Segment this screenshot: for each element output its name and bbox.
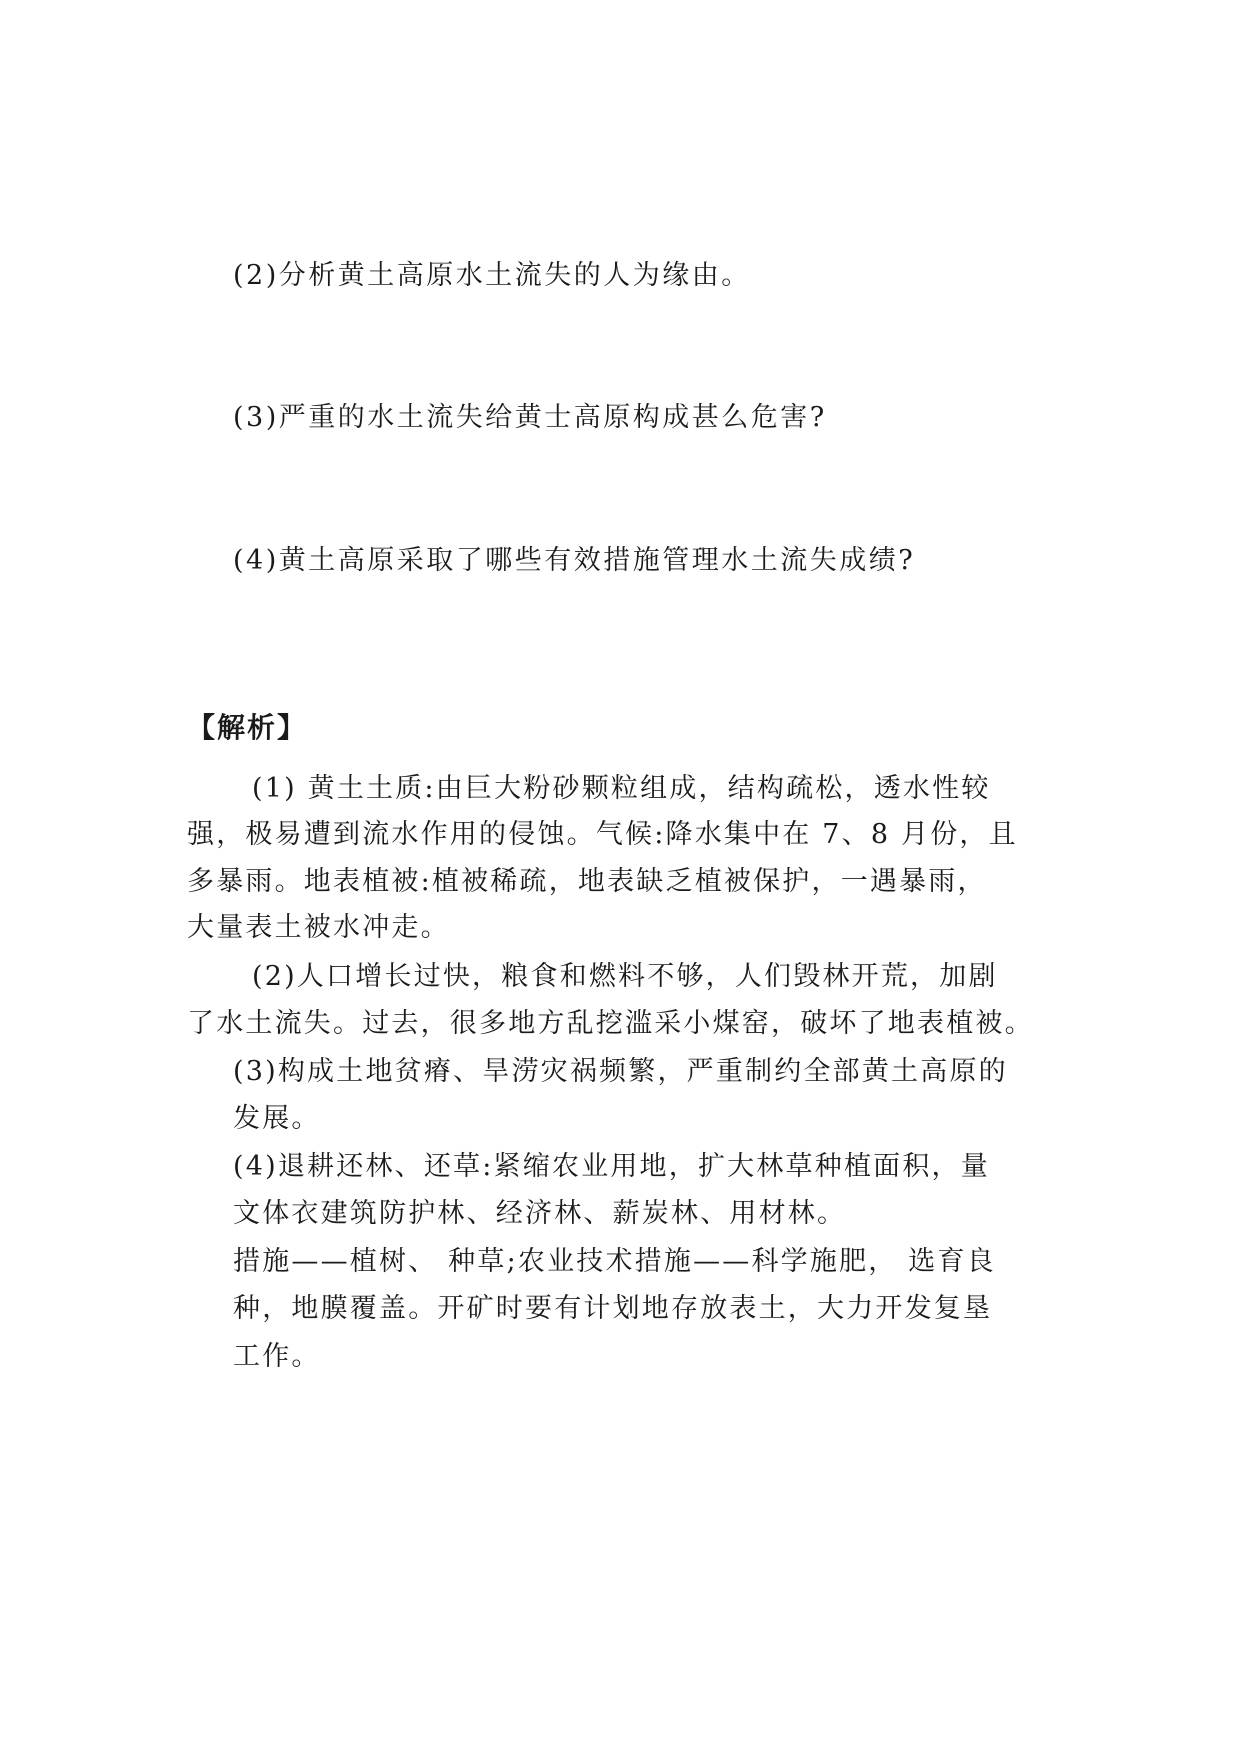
question-2: (2)分析黄土高原水土流失的人为缘由。 bbox=[233, 260, 751, 291]
analysis-heading: 【解析】 bbox=[187, 711, 308, 744]
question-4: (4)黄土高原采取了哪些有效措施管理水土流失成绩? bbox=[233, 545, 916, 576]
analysis-line: 工作。 bbox=[233, 1341, 321, 1372]
analysis-line: (1) 黄土土质:由巨大粉砂颗粒组成，结构疏松，透水性较 bbox=[252, 773, 991, 804]
analysis-line: 大量表土被水冲走。 bbox=[187, 912, 450, 943]
analysis-line: (2)人口增长过快，粮食和燃料不够，人们毁林开荒，加剧 bbox=[252, 961, 998, 992]
analysis-line: (4)退耕还林、还草:紧缩农业用地，扩大林草种植面积，量 bbox=[233, 1151, 990, 1182]
analysis-line: 了水土流失。过去，很多地方乱挖滥采小煤窑，破坏了地表植被。 bbox=[187, 1008, 1034, 1039]
analysis-line: (3)构成土地贫瘠、旱涝灾祸频繁，严重制约全部黄土高原的 bbox=[233, 1056, 1008, 1087]
analysis-line: 强，极易遭到流水作用的侵蚀。气候:降水集中在 7、8 月份，且 bbox=[187, 819, 1018, 850]
analysis-line: 文体衣建筑防护林、经济林、薪炭林、用材林。 bbox=[233, 1198, 847, 1229]
analysis-line: 种，地膜覆盖。开矿时要有计划地存放表土，大力开发复垦 bbox=[233, 1293, 993, 1324]
analysis-line: 发展。 bbox=[233, 1103, 321, 1134]
question-3: (3)严重的水土流失给黄士高原构成甚么危害? bbox=[233, 402, 827, 433]
analysis-line: 措施——植树、 种草;农业技术措施——科学施肥， 选育良 bbox=[233, 1246, 996, 1277]
analysis-line: 多暴雨。地表植被:植被稀疏，地表缺乏植被保护，一遇暴雨， bbox=[187, 866, 987, 897]
